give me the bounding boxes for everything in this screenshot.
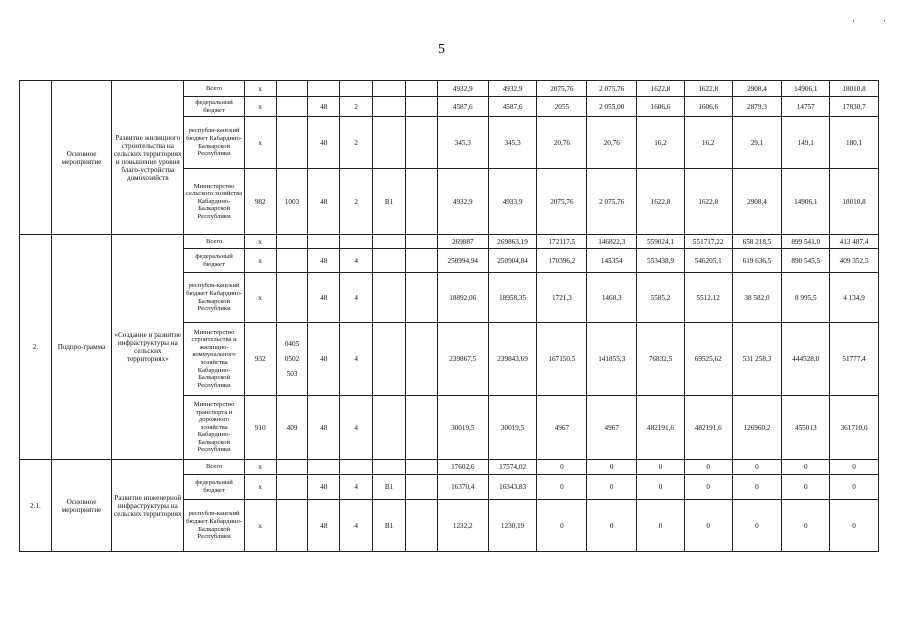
value-cell: 170396,2 (537, 249, 587, 273)
expense-code-cell (405, 396, 437, 460)
value-cell: 16370,4 (437, 475, 488, 500)
value-cell: 2908,4 (732, 81, 782, 97)
item-name-cell: «Создание и развитие инфраструктуры на сельских территориях» (112, 235, 184, 460)
value-cell: 16343,83 (488, 475, 537, 500)
event-code-cell (373, 396, 406, 460)
grbs-code-cell: x (244, 81, 276, 97)
value-cell: 8 995,5 (782, 273, 830, 323)
funding-source-cell: Министерство сельского хозяйства Кабардино-Балкарской Республики (184, 169, 244, 235)
subprogram-code-cell: 2 (340, 117, 373, 169)
value-cell: 455013 (782, 396, 830, 460)
budget-table (19, 80, 879, 552)
expense-code-cell (405, 475, 437, 500)
subprogram-code-cell: 4 (340, 500, 373, 552)
value-cell: 69525,62 (684, 323, 732, 396)
grbs-code-cell: x (244, 500, 276, 552)
value-cell: 16,2 (637, 117, 685, 169)
value-cell: 0 (830, 475, 879, 500)
value-cell: 4932,9 (488, 81, 537, 97)
value-cell: 14757 (782, 97, 830, 117)
value-cell: 4967 (537, 396, 587, 460)
funding-source-cell: республи-канский бюджет Кабардино-Балкарской Республики (184, 117, 244, 169)
value-cell: 2908,4 (732, 169, 782, 235)
row-number-cell: 2. (20, 235, 52, 460)
value-cell: 2055 (537, 97, 587, 117)
funding-source-cell: федеральный бюджет (184, 249, 244, 273)
value-cell: 1622,8 (684, 81, 732, 97)
value-cell: 482191,6 (684, 396, 732, 460)
funding-source-cell: Министерство строительства и жилищно-коммунального хозяйства Кабардино-Балкарской Республики (184, 323, 244, 396)
value-cell: 141855,3 (587, 323, 637, 396)
value-cell: 269887 (437, 235, 488, 249)
value-cell: 4932,9 (437, 169, 488, 235)
value-cell: 4933,9 (488, 169, 537, 235)
subprogram-code-cell (340, 81, 373, 97)
rz-code-cell (276, 235, 308, 249)
value-cell: 1622,8 (637, 81, 685, 97)
rz-code-cell (276, 475, 308, 500)
value-cell: 0 (537, 500, 587, 552)
funding-source-cell: Министерство транспорта и дорожного хозяйства Кабардино-Балкарской Республики (184, 396, 244, 460)
table-body (20, 81, 879, 552)
expense-code-cell (405, 235, 437, 249)
expense-code-cell (405, 169, 437, 235)
program-code-cell: 48 (308, 273, 340, 323)
rz-code-cell (276, 249, 308, 273)
value-cell: 1606,6 (684, 97, 732, 117)
item-name-cell: Развитие инженерной инфраструктуры на сельских территориях (112, 460, 184, 552)
value-cell: 4932,9 (437, 81, 488, 97)
rz-code-line: 0405 (284, 340, 300, 348)
value-cell: 345,3 (488, 117, 537, 169)
value-cell: 345,3 (437, 117, 488, 169)
table-row (20, 81, 879, 97)
table-row (20, 460, 879, 475)
value-cell: 2075,76 (537, 169, 587, 235)
subprogram-code-cell: 4 (340, 475, 373, 500)
table-row (20, 235, 879, 249)
value-cell: 0 (587, 475, 637, 500)
rz-code-cell: 409 (276, 396, 308, 460)
value-cell: 1721,3 (537, 273, 587, 323)
value-cell: 899 541,0 (782, 235, 830, 249)
value-cell: 553438,9 (637, 249, 685, 273)
program-code-cell (308, 235, 340, 249)
row-number-cell: 2.1. (20, 460, 52, 552)
value-cell: 17830,7 (830, 97, 879, 117)
value-cell: 0 (637, 460, 685, 475)
item-type-cell: Основное мероприятие (51, 81, 111, 235)
value-cell: 0 (537, 460, 587, 475)
event-code-cell: В1 (373, 500, 406, 552)
grbs-code-cell: x (244, 249, 276, 273)
grbs-code-cell: 910 (244, 396, 276, 460)
program-code-cell: 48 (308, 323, 340, 396)
item-type-cell: Основное мероприятие (51, 460, 111, 552)
value-cell: 2 075,76 (587, 169, 637, 235)
event-code-cell: В1 (373, 475, 406, 500)
value-cell: 0 (782, 475, 830, 500)
program-code-cell (308, 460, 340, 475)
program-code-cell: 48 (308, 500, 340, 552)
value-cell: 2 055,00 (587, 97, 637, 117)
value-cell: 0 (684, 500, 732, 552)
value-cell: 1230,19 (488, 500, 537, 552)
value-cell: 0 (537, 475, 587, 500)
row-number-cell (20, 81, 52, 235)
expense-code-cell (405, 117, 437, 169)
value-cell: 250904,84 (488, 249, 537, 273)
funding-source-cell: республи-канский бюджет Кабардино-Балкарской Республики (184, 273, 244, 323)
event-code-cell (373, 460, 406, 475)
event-code-cell (373, 249, 406, 273)
expense-code-cell (405, 460, 437, 475)
value-cell: 17602,6 (437, 460, 488, 475)
expense-code-cell (405, 273, 437, 323)
value-cell: 0 (830, 460, 879, 475)
value-cell: 17574,02 (488, 460, 537, 475)
grbs-code-cell: 932 (244, 323, 276, 396)
grbs-code-cell: x (244, 235, 276, 249)
program-code-cell (308, 81, 340, 97)
subprogram-code-cell: 4 (340, 249, 373, 273)
item-type-cell: Подпро-грамма (51, 235, 111, 460)
funding-source-cell: Всего (184, 81, 244, 97)
grbs-code-cell: x (244, 475, 276, 500)
value-cell: 167150,5 (537, 323, 587, 396)
value-cell: 0 (684, 475, 732, 500)
value-cell: 14906,1 (782, 169, 830, 235)
rz-code-cell (276, 500, 308, 552)
value-cell: 29,1 (732, 117, 782, 169)
program-code-cell: 48 (308, 169, 340, 235)
funding-source-cell: федеральный бюджет (184, 475, 244, 500)
value-cell: 1622,8 (684, 169, 732, 235)
rz-code-cell: 1003 (276, 169, 308, 235)
value-cell: 1232,2 (437, 500, 488, 552)
program-code-cell: 48 (308, 396, 340, 460)
value-cell: 149,1 (782, 117, 830, 169)
program-code-cell: 48 (308, 97, 340, 117)
expense-code-cell (405, 500, 437, 552)
funding-source-cell: республи-канский бюджет Кабардино-Балкарской Республики (184, 500, 244, 552)
value-cell: 1622,8 (637, 169, 685, 235)
value-cell: 2075,76 (537, 81, 587, 97)
value-cell: 409 352,5 (830, 249, 879, 273)
value-cell: 30019,5 (488, 396, 537, 460)
value-cell: 0 (637, 500, 685, 552)
grbs-code-cell: x (244, 117, 276, 169)
value-cell: 444528,0 (782, 323, 830, 396)
value-cell: 0 (587, 460, 637, 475)
value-cell: 413 487,4 (830, 235, 879, 249)
value-cell: 76832,5 (637, 323, 685, 396)
value-cell: 239843,69 (488, 323, 537, 396)
value-cell: 551717,22 (684, 235, 732, 249)
value-cell: 0 (732, 475, 782, 500)
value-cell: 18010,8 (830, 81, 879, 97)
expense-code-cell (405, 81, 437, 97)
program-code-cell: 48 (308, 117, 340, 169)
item-name-cell: Развитие жилищного строительства на сельских территориях и повышение уровня благо-устройства домохозяйств (112, 81, 184, 235)
value-cell: 531 258,3 (732, 323, 782, 396)
value-cell: 14906,1 (782, 81, 830, 97)
value-cell: 18892,06 (437, 273, 488, 323)
value-cell: 0 (684, 460, 732, 475)
corner-marks: ·· (852, 16, 914, 26)
value-cell: 0 (637, 475, 685, 500)
rz-code-cell (276, 273, 308, 323)
subprogram-code-cell: 2 (340, 169, 373, 235)
grbs-code-cell: x (244, 460, 276, 475)
value-cell: 180,1 (830, 117, 879, 169)
rz-code-cell (276, 81, 308, 97)
value-cell: 1468,3 (587, 273, 637, 323)
grbs-code-cell: x (244, 97, 276, 117)
rz-code-cell (276, 460, 308, 475)
value-cell: 0 (587, 500, 637, 552)
value-cell: 546205,1 (684, 249, 732, 273)
expense-code-cell (405, 97, 437, 117)
value-cell: 172117,5 (537, 235, 587, 249)
value-cell: 18958,35 (488, 273, 537, 323)
expense-code-cell (405, 323, 437, 396)
value-cell: 51777,4 (830, 323, 879, 396)
value-cell: 30019,5 (437, 396, 488, 460)
value-cell: 20,76 (537, 117, 587, 169)
value-cell: 4 134,9 (830, 273, 879, 323)
value-cell: 0 (830, 500, 879, 552)
grbs-code-cell: x (244, 273, 276, 323)
subprogram-code-cell (340, 235, 373, 249)
value-cell: 269863,19 (488, 235, 537, 249)
rz-code-line: 503 (286, 370, 298, 378)
value-cell: 16,2 (684, 117, 732, 169)
subprogram-code-cell: 4 (340, 323, 373, 396)
value-cell: 126960,2 (732, 396, 782, 460)
funding-source-cell: Всего (184, 460, 244, 475)
value-cell: 658 218,5 (732, 235, 782, 249)
rz-code-line: 0502 (284, 355, 300, 363)
funding-source-cell: Всего (184, 235, 244, 249)
expense-code-cell (405, 249, 437, 273)
value-cell: 559024,1 (637, 235, 685, 249)
value-cell: 239867,5 (437, 323, 488, 396)
event-code-cell (373, 81, 406, 97)
event-code-cell (373, 97, 406, 117)
grbs-code-cell: 982 (244, 169, 276, 235)
value-cell: 2879,3 (732, 97, 782, 117)
value-cell: 250994,94 (437, 249, 488, 273)
rz-code-cell (276, 323, 308, 396)
event-code-cell (373, 273, 406, 323)
rz-code-cell (276, 117, 308, 169)
value-cell: 18010,8 (830, 169, 879, 235)
value-cell: 482191,6 (637, 396, 685, 460)
value-cell: 5585,2 (637, 273, 685, 323)
subprogram-code-cell (340, 460, 373, 475)
subprogram-code-cell: 4 (340, 396, 373, 460)
value-cell: 145354 (587, 249, 637, 273)
event-code-cell (373, 235, 406, 249)
value-cell: 5512,12 (684, 273, 732, 323)
subprogram-code-cell: 4 (340, 273, 373, 323)
value-cell: 4967 (587, 396, 637, 460)
value-cell: 4587,6 (437, 97, 488, 117)
rz-code-cell (276, 97, 308, 117)
value-cell: 361710,0 (830, 396, 879, 460)
value-cell: 4587,6 (488, 97, 537, 117)
page-number: 5 (438, 42, 445, 57)
event-code-cell (373, 323, 406, 396)
event-code-cell: В1 (373, 169, 406, 235)
value-cell: 890 545,5 (782, 249, 830, 273)
value-cell: 0 (782, 460, 830, 475)
value-cell: 20,76 (587, 117, 637, 169)
value-cell: 2 075,76 (587, 81, 637, 97)
funding-source-cell: федеральный бюджет (184, 97, 244, 117)
event-code-cell (373, 117, 406, 169)
value-cell: 1606,6 (637, 97, 685, 117)
value-cell: 0 (782, 500, 830, 552)
value-cell: 38 582,0 (732, 273, 782, 323)
value-cell: 146822,3 (587, 235, 637, 249)
value-cell: 0 (732, 460, 782, 475)
program-code-cell: 48 (308, 249, 340, 273)
program-code-cell: 48 (308, 475, 340, 500)
value-cell: 0 (732, 500, 782, 552)
subprogram-code-cell: 2 (340, 97, 373, 117)
value-cell: 619 636,5 (732, 249, 782, 273)
